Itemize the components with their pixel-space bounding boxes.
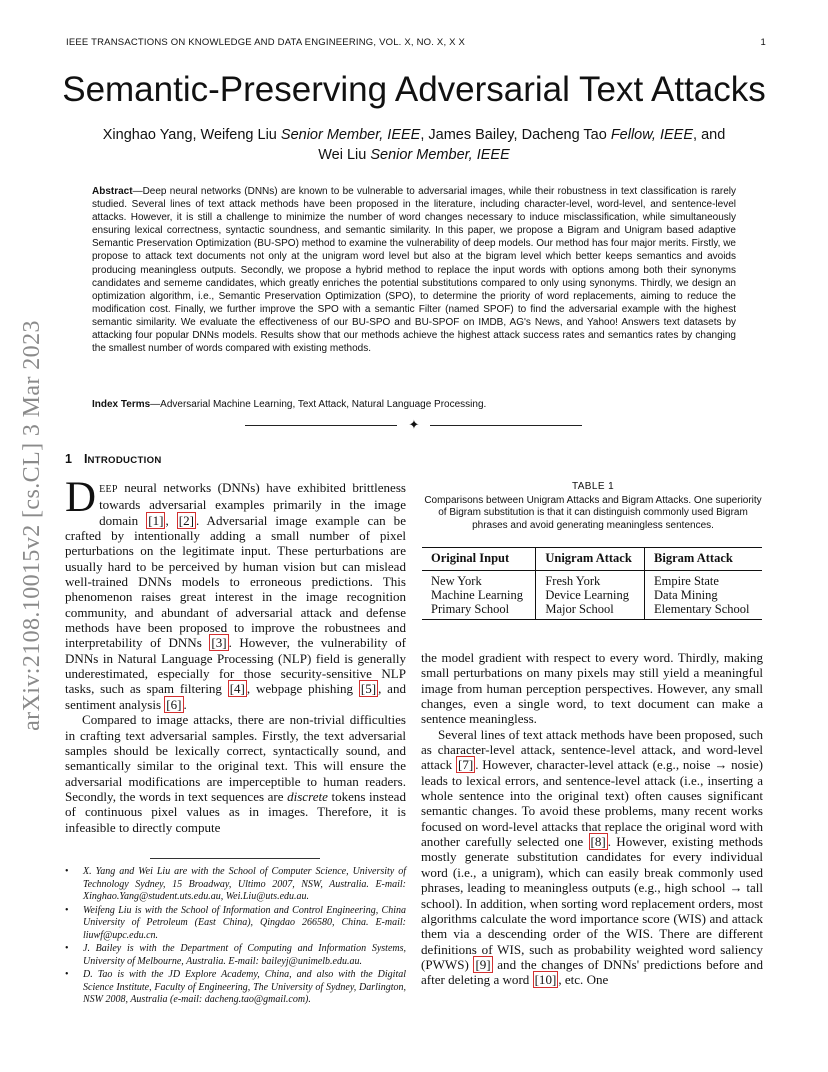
author-role: Senior Member, IEEE <box>370 147 510 163</box>
body-text: , etc. One <box>558 972 609 988</box>
table-row <box>422 602 762 620</box>
bullet-icon: • <box>65 969 69 980</box>
citation-link[interactable]: [3] <box>211 635 227 651</box>
body-text: Several lines of text attack methods have been proposed, such as character-level attack, sentence-level attack, and word-level attack <box>421 726 763 773</box>
body-text: Compared to image attacks, there are non-trivial difficulties in crafting text adversarial samples. Firstly, the text adversarial samples should be lexically correct, syntactically sound, and semantically similar to the original text. This will ensure the adversarial modifications are imperceptible to human readers. Secondly, the words in text sequences are <box>65 712 406 804</box>
section-title-rest: NTRODUCTION <box>87 455 162 466</box>
table-cell: Elementary School <box>645 602 762 620</box>
paper-title: Semantic-Preserving Adversarial Text Attacks <box>62 70 766 109</box>
footnote-text: X. Yang and Wei Liu are with the School of Computer Science, University of Technology Sydney, 15 Broadway, Ultimo 2007, NSW, Australia. E-mail: Xinghao.Yang@student.uts.edu.au, Wei.Liu@uts.edu.au. <box>83 866 406 902</box>
table-cell: New York <box>431 574 482 588</box>
journal-name: IEEE TRANSACTIONS ON KNOWLEDGE AND DATA ENGINEERING, VOL. X, NO. X, X X <box>66 37 466 48</box>
bullet-icon: • <box>65 943 69 954</box>
author-role: Senior Member, IEEE <box>280 127 421 143</box>
table-cell: Data Mining <box>645 588 762 602</box>
page-number: 1 <box>760 37 766 48</box>
separator-star-icon: ✦ <box>408 417 420 432</box>
separator-rule-left <box>245 425 397 426</box>
table-header-cell: Original Input <box>422 548 536 571</box>
paragraph <box>65 712 406 835</box>
table-cell: Primary School <box>422 602 536 620</box>
footnote-rule <box>150 858 320 859</box>
bullet-icon: • <box>65 904 69 916</box>
body-text: . <box>183 696 187 712</box>
author-names: , and <box>693 127 726 143</box>
arxiv-stamp <box>2 290 62 760</box>
footnote-item <box>65 905 406 943</box>
paragraph: the model gradient with respect to every word. Thirdly, making small perturbations on many pixels may still yield a meaningful image from human perception perspectives. However, any small changes, even a single word, to text document can make a sentence meaningless. <box>421 650 763 727</box>
citation-link[interactable]: [1] <box>148 512 164 528</box>
table-caption <box>423 481 763 532</box>
comparison-table <box>422 547 762 620</box>
body-text: neural networks (DNNs) have exhibited brittleness towards adversarial examples primarily in the image domain <box>99 480 406 528</box>
paragraph <box>421 727 763 988</box>
footnote-text: Weifeng Liu is with the School of Information and Control Engineering, China University of Petroleum (East China), Qingdao 266580, China. E-mail: liuwf@upc.edu.cn. <box>83 904 406 941</box>
body-text: tokens instead of continuous pixel values as in images. Therefore, it is infeasible to directly compute <box>65 788 406 835</box>
author-list <box>80 125 748 165</box>
citation-link[interactable]: [8] <box>590 834 606 850</box>
body-text: , and sentiment analysis <box>65 681 406 712</box>
body-text: . However, the vulnerability of DNNs in Natural Language Processing (NLP) field is generally underestimated, especially for those security-sensitive NLP tasks, such as spam filtering <box>65 635 406 697</box>
footnote-text: J. Bailey is with the Department of Computing and Information Systems, University of Melbourne, Australia. E-mail: baileyj@unimelb.edu.au. <box>83 943 406 967</box>
citation-link[interactable]: [2] <box>178 512 194 528</box>
section-heading <box>65 452 162 466</box>
footnotes <box>65 866 406 1008</box>
author-names: Wei Liu <box>318 147 371 163</box>
table-header-row <box>422 548 762 571</box>
table-cell: Fresh York <box>536 571 645 589</box>
body-text: , <box>165 512 177 528</box>
arxiv-identifier: arXiv:2108.10015v2 [cs.CL] 3 Mar 2023 <box>18 319 45 731</box>
left-column <box>65 474 406 835</box>
citation-link[interactable]: [6] <box>166 696 182 712</box>
footnote-item <box>65 969 406 1007</box>
table-header-cell: Bigram Attack <box>645 548 762 571</box>
section-title-initial: I <box>83 452 88 466</box>
table-row <box>422 571 762 589</box>
footnote-text: D. Tao is with the JD Explore Academy, China, and also with the Digital Science Institute, Faculty of Engineering, The University of Sydney, Darlington, NSW 2008, Australia (e-mail: dacheng.tao@gmail.com). <box>83 969 406 1005</box>
author-names: Xinghao Yang, Weifeng Liu <box>102 127 281 143</box>
body-text: . However, existing methods mostly generate substitution candidates for every individual word (i.e., a unigram), which can easily break commonly used phrases, leading to meaningless outputs (e.g., high school → tall school). In addition, when sorting word replacement orders, most algorithms calculate the word importance score (WIS) and attack them via a descending order of the WIS. There are different definitions of WIS, such as probability weighted word saliency (PWWS) <box>421 834 763 972</box>
citation-link[interactable]: [7] <box>457 757 474 773</box>
running-header <box>66 37 766 48</box>
emphasis-text: discrete <box>287 788 328 804</box>
table-cell: Device Learning <box>536 588 645 602</box>
right-column <box>421 650 763 988</box>
citation-link[interactable]: [9] <box>475 956 491 972</box>
body-text: , webpage phishing <box>246 681 359 697</box>
footnote-item <box>65 866 406 904</box>
table-caption-text: Comparisons between Unigram Attacks and Bigram Attacks. One superiority of Bigram substitution is that it can distinguish commonly used Bigram phrases and avoid generating meaningless sentences. <box>424 494 762 531</box>
abstract-text: —Deep neural networks (DNNs) are known to be vulnerable to adversarial images, while their robustness in text classification is rarely studied. Several lines of text attack methods have been proposed in the literature, including character-level, word-level, and sentence-level attacks. However, it is still a challenge to minimize the number of word changes necessary to induce misclassification, while simultaneously ensuring lexical correctness, syntactic soundness, and semantic similarity. In this paper, we propose a Bigram and Unigram based adaptive Semantic Preservation Optimization (BU-SPO) method to examine the vulnerability of deep models. Our method has four major merits. Firstly, we propose to attack text documents not only at the unigram word level but also at the bigram level which better keeps semantics and avoids producing meaningless outputs. Secondly, we propose a hybrid method to replace the input words with options among both their synonyms candidates and sememe candidates, which greatly enriches the potential substitutions compared to only using synonyms. Thirdly, we design an optimization algorithm, i.e., Semantic Preservation Optimization (SPO), to determine the priority of word replacements, aiming to reduce the modification cost. Finally, we further improve the SPO with a semantic Filter (named SPOF) to find the adversarial example with the highest semantic similarity. We evaluate the effectiveness of our BU-SPO and BU-SPOF on IMDB, AG's News, and Yahoo! Answers text datasets by attacking four popular DNNs models. Results show that our methods achieve the highest attack success rates and semantics rates by changing the smallest number of words compared with existing methods. <box>92 186 736 355</box>
body-text: . Adversarial image example can be crafted by intentionally adding a small number of pixel perturbations on the legitimate input. These perturbations are usually hard to be perceived by human vision but can mislead well-trained DNNs models to erroneous predictions. This phenomenon raises great interest in the image recognition community, and abundant of adversarial attack and defense methods have been proposed to improve the robustnees and interpretability of DNNs <box>65 512 406 651</box>
table-cell: Machine Learning <box>431 588 523 602</box>
table-cell: Major School <box>536 602 645 620</box>
index-terms <box>92 398 736 411</box>
body-text: and the changes of DNNs' predictions before and after deleting a word <box>421 956 763 988</box>
citation-link[interactable]: [5] <box>360 681 377 697</box>
index-terms-text: —Adversarial Machine Learning, Text Attack, Natural Language Processing. <box>150 399 487 410</box>
table-row <box>422 588 762 602</box>
citation-link[interactable]: [4] <box>229 681 245 697</box>
table-cell: Empire State <box>645 571 762 589</box>
table-header-cell: Unigram Attack <box>536 548 645 571</box>
separator-rule-right <box>430 425 582 426</box>
drop-cap: D <box>65 474 97 521</box>
author-names: , James Bailey, Dacheng Tao <box>420 127 611 143</box>
paragraph <box>65 474 406 712</box>
body-text: . However, character-level attack (e.g., noise → nosie) leads to lexical errors, and sentence-level attack (i.e., inserting a whole sentence into the original text) often causes significant semantic changes. To avoid these problems, many recent works focused on word-level attacks that replace the original word with another carefully selected one <box>421 757 763 850</box>
author-role: Fellow, IEEE <box>610 127 694 143</box>
abstract-label: Abstract <box>92 186 133 197</box>
footnote-item <box>65 943 406 968</box>
table-label: TABLE 1 <box>571 481 615 492</box>
section-number: 1 <box>65 452 72 466</box>
bullet-icon: • <box>65 866 69 877</box>
smallcaps-text: EEP <box>99 484 118 495</box>
abstract <box>92 185 736 355</box>
citation-link[interactable]: [10] <box>534 972 557 988</box>
index-terms-label: Index Terms <box>92 399 151 410</box>
